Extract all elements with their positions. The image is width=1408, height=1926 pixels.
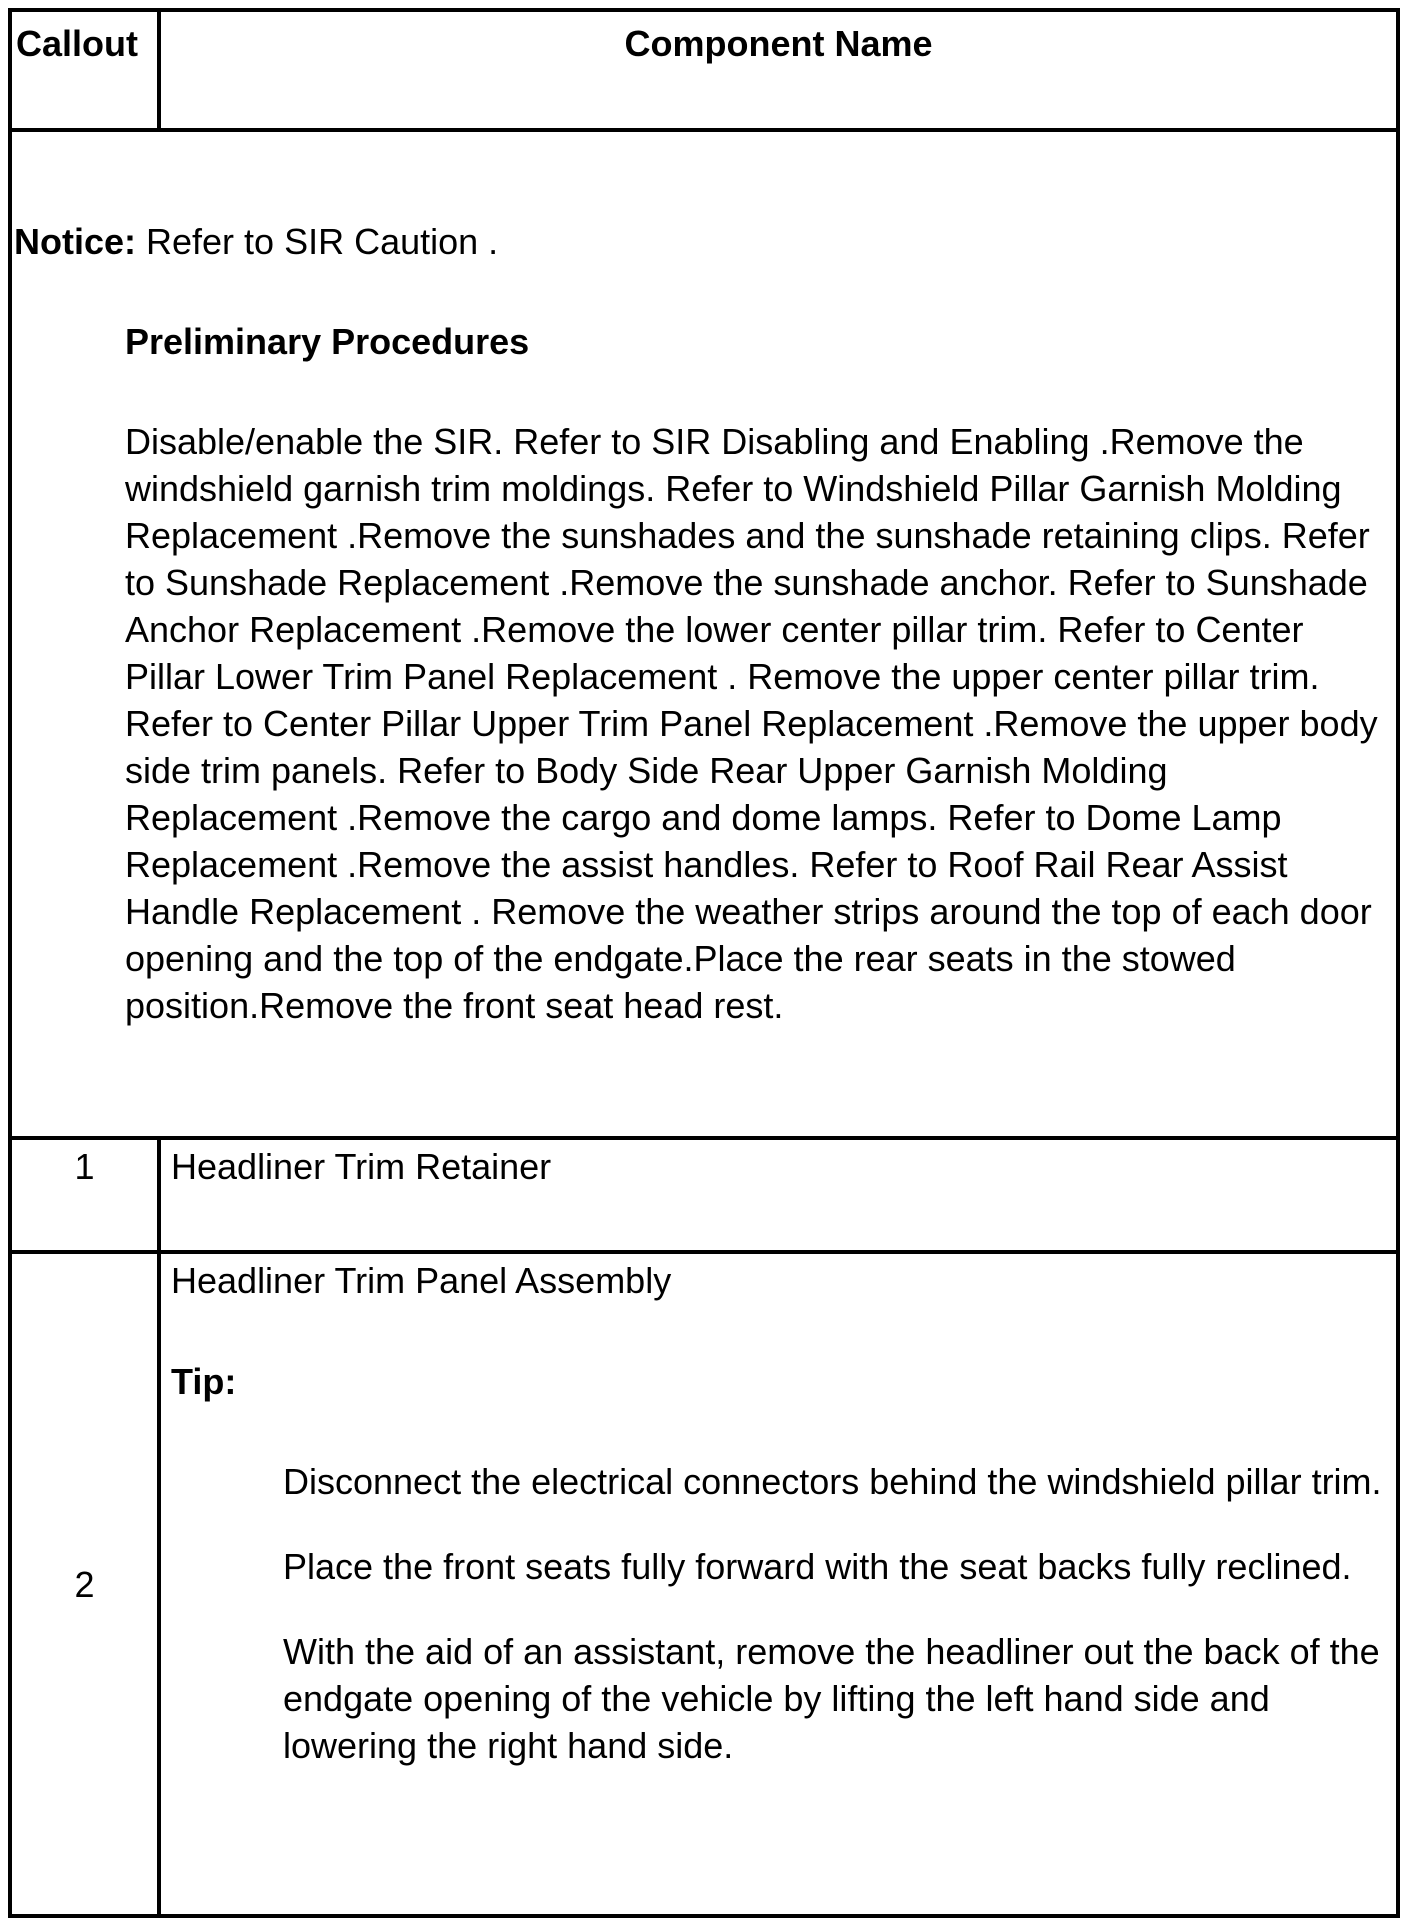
tip-step: With the aid of an assistant, remove the headliner out the back of the endgate opening of the vehicle by lifting the left hand side and lowering the right hand side. xyxy=(283,1631,1380,1766)
notice-text: Refer to SIR Caution . xyxy=(136,221,499,262)
tip-steps-list xyxy=(283,1458,1395,1807)
component-cell xyxy=(161,1140,1396,1250)
callout-cell xyxy=(12,1254,161,1914)
tip-step: Disconnect the electrical connectors behind the windshield pillar trim. xyxy=(283,1461,1382,1502)
tip-label: Tip: xyxy=(171,1361,237,1402)
table-header-row xyxy=(12,12,1396,132)
table-row xyxy=(12,1254,1396,1914)
tip-step: Place the front seats fully forward with the seat backs fully reclined. xyxy=(283,1546,1352,1587)
component-name: Headliner Trim Panel Assembly xyxy=(171,1260,672,1301)
preliminary-procedures-text: Disable/enable the SIR. Refer to SIR Disabling and Enabling .Remove the windshield garnish trim moldings. Refer to Windshield Pillar Garnish Molding Replacement .Remove the sunshades and the sunshade retaining clips. Refer to Sunshade Replacement .Remove the sunshade anchor. Refer to Sunshade Anchor Replacement .Remove the lower center pillar trim. Refer to Center Pillar Lower Trim Panel Replacement . Remove the upper center pillar trim. Refer to Center Pillar Upper Trim Panel Replacement .Remove the upper body side trim panels. Refer to Body Side Rear Upper Garnish Molding Replacement .Remove the cargo and dome lamps. Refer to Dome Lamp Replacement .Remove the assist handles. Refer to Roof Rail Rear Assist Handle Replacement . Remove the weather strips around the top of each door opening and the top of the endgate.Place the rear seats in the stowed position.Remove the front seat head rest. xyxy=(125,421,1378,1026)
callout-header-cell xyxy=(12,12,161,128)
component-name-column-header: Component Name xyxy=(624,23,933,64)
notice-line xyxy=(14,218,498,265)
notice-label: Notice: xyxy=(14,221,137,262)
component-table xyxy=(8,8,1400,1918)
callout-column-header: Callout xyxy=(16,23,138,64)
callout-number: 2 xyxy=(74,1563,95,1605)
preliminary-procedures-heading: Preliminary Procedures xyxy=(125,321,530,362)
component-header-cell xyxy=(161,12,1396,128)
callout-cell xyxy=(12,1140,161,1250)
notice-row xyxy=(12,132,1396,1140)
table-row xyxy=(12,1140,1396,1254)
component-name: Headliner Trim Retainer xyxy=(171,1146,552,1187)
callout-number: 1 xyxy=(74,1146,95,1187)
component-cell xyxy=(161,1254,1396,1914)
